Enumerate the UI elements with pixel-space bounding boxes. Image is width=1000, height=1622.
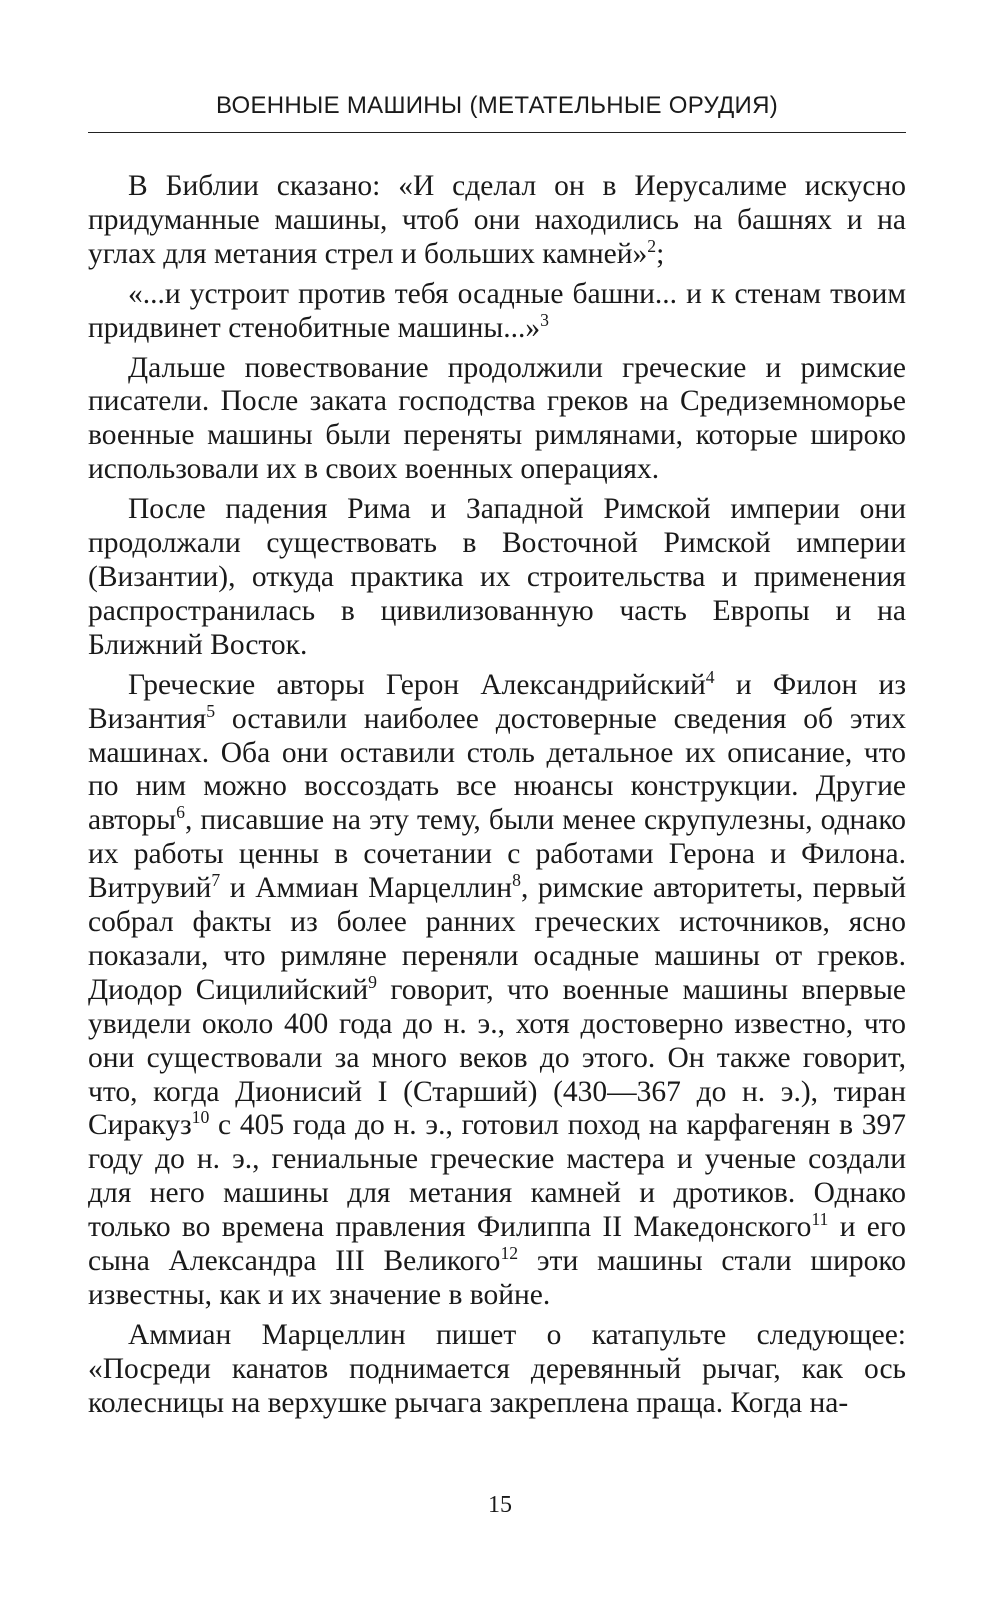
- paragraph: После падения Рима и Западной Римской империи они продолжали существовать в Восточной Римской империи (Византии), откуда практика их строительства и применения распространилась в цивилизованную часть Европы и на Ближний Восток.: [88, 493, 906, 661]
- paragraph: Дальше повествование продолжили греческие и римские писатели. После заката господства греков на Средиземноморье военные машины были переняты римлянами, которые широко использовали их в своих военных операциях.: [88, 351, 906, 486]
- running-title: ВОЕННЫЕ МАШИНЫ (МЕТАТЕЛЬНЫЕ ОРУДИЯ): [215, 92, 779, 119]
- header-rule: [88, 132, 906, 133]
- footnote-ref: 12: [500, 1243, 519, 1264]
- body-text: [88, 170, 906, 1427]
- footnote-ref: 11: [811, 1209, 829, 1230]
- footnote-ref: 8: [512, 870, 521, 891]
- footnote-ref: 7: [211, 870, 221, 891]
- paragraph: В Библии сказано: «И сделал он в Иерусалиме искусно придуманные машины, чтоб они находились на башнях и на углах для метания стрел и больших камней»$^2$;: [88, 170, 906, 270]
- footnote-ref: 4: [705, 666, 715, 687]
- footnote-ref: 9: [368, 972, 377, 993]
- paragraph: Аммиан Марцеллин пишет о катапульте следующее: «Посреди канатов поднимается деревянный рычаг, как ось колесницы на верхушке рычага закреплена праща. Когда на-: [88, 1318, 906, 1419]
- paragraph: «...и устроит против тебя осадные башни... и к стенам твоим придвинет стенобитные машины...»$^3$: [88, 277, 906, 344]
- paragraph: Греческие авторы Герон Александрийский$^4$ и Филон из Византия$^5$ оставили наиболее достоверные сведения об этих машинах. Оба они оставили столь детальное их описание, что по ним можно воссоздать все нюансы конструкции. Другие авторы$^6$, писавшие на эту тему, были менее скрупулезны, однако их работы ценны в сочетании с работами Герона и Филона. Витрувий$^7$ и Аммиан Марцеллин$^8$, римские авторитеты, первый собрал факты из более ранних греческих источников, ясно показали, что римляне переняли осадные машины от греков. Диодор Сицилийский$^9$ говорит, что военные машины впервые увидели около 400 года до н. э., хотя достоверно известно, что они существовали за много веков до этого. Он также говорит, что, когда Дионисий I (Старший) (430—367 до н. э.), тиран Сиракуз$^{10}$ с 405 года до н. э., готовил поход на карфагенян в 397 году до н. э., гениальные греческие мастера и ученые создали для него машины для метания камней и дротиков. Однако только во времена правления Филиппа II Македонского$^{11}$ и его сына Александра III Великого$^{12}$ эти машины стали широко известны, как и их значение в войне.: [88, 666, 906, 1311]
- footnote-ref: 2: [647, 235, 657, 256]
- footnote-ref: 6: [176, 802, 185, 823]
- footnote-ref: 10: [191, 1107, 210, 1128]
- footnote-ref: 5: [206, 700, 216, 721]
- page-number: 15: [488, 1492, 512, 1518]
- footnote-ref: 3: [540, 309, 549, 330]
